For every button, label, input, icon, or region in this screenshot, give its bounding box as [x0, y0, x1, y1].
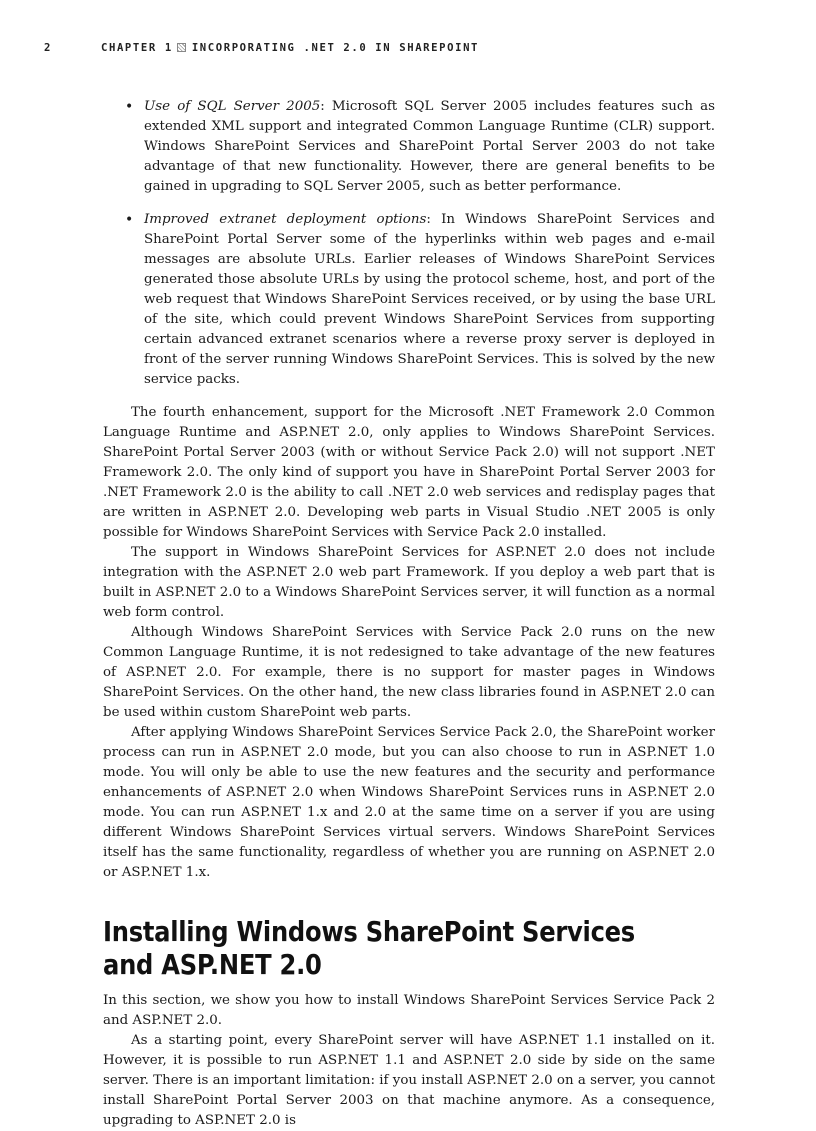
list-item-lead: Use of SQL Server 2005: [144, 99, 321, 114]
list-item-lead: Improved extranet deployment options: [144, 212, 427, 227]
feature-bullet-list: [103, 97, 715, 390]
section-heading: [103, 916, 701, 982]
bullet-icon: •: [125, 99, 134, 115]
body-paragraph: As a starting point, every SharePoint server will have ASP.NET 1.1 installed on it. However, it is possible to run ASP.NET 1.1 and ASP.NET 2.0 side by side on the same server. There is an important limitation: if you install ASP.NET 2.0 on a server, you cannot install SharePoint Portal Server 2003 on that machine anymore. As a consequence, upgrading to ASP.NET 2.0 is: [103, 1033, 715, 1128]
body-paragraph: The support in Windows SharePoint Services for ASP.NET 2.0 does not include integration with the ASP.NET 2.0 web part Framework. If you deploy a web part that is built in ASP.NET 2.0 to a Windows SharePoint Services server, it will function as a normal web form control.: [103, 545, 715, 620]
body-paragraph: The fourth enhancement, support for the Microsoft .NET Framework 2.0 Common Language Runtime and ASP.NET 2.0, only applies to Windows SharePoint Services. SharePoint Portal Server 2003 (with or without Service Pack 2.0) will not support .NET Framework 2.0. The only kind of support you have in SharePoint Portal Server 2003 for .NET Framework 2.0 is the ability to call .NET 2.0 web services and redisplay pages that are written in ASP.NET 2.0. Developing web parts in Visual Studio .NET 2005 is only possible for Windows SharePoint Services with Service Pack 2.0 installed.: [103, 405, 715, 540]
chapter-number: CHAPTER 1: [101, 42, 173, 54]
list-item: [103, 210, 715, 390]
running-head: [44, 42, 744, 58]
chapter-title: INCORPORATING .NET 2.0 IN SHAREPOINT: [191, 42, 480, 54]
body-paragraph: After applying Windows SharePoint Services Service Pack 2.0, the SharePoint worker process can run in ASP.NET 2.0 mode, but you can also choose to run in ASP.NET 1.0 mode. You will only be able to use the new features and the security and performance enhancements of ASP.NET 2.0 when Windows SharePoint Services runs in ASP.NET 2.0 mode. You can run ASP.NET 1.x and 2.0 at the same time on a server if you are using different Windows SharePoint Services virtual servers. Windows SharePoint Services itself has the same functionality, regardless of whether you are running on ASP.NET 2.0 or ASP.NET 1.x.: [103, 725, 715, 880]
page-number: 2: [44, 42, 52, 54]
list-item: [103, 97, 715, 197]
list-item-text: : In Windows SharePoint Services and SharePoint Portal Server some of the hyperlinks within web pages and e-mail messages are absolute URLs. Earlier releases of Windows SharePoint Services generated those absolute URLs by using the protocol scheme, host, and port of the web request that Windows SharePoint Services received, or by using the base URL of the site, which could prevent Windows SharePoint Services from supporting certain advanced extranet scenarios where a reverse proxy server is deployed in front of the server running Windows SharePoint Services. This is solved by the new service packs.: [144, 212, 715, 387]
chapter-label: [101, 42, 479, 54]
section-heading-line-2: and ASP.NET 2.0: [103, 949, 322, 981]
separator-square-icon: [177, 43, 186, 52]
bullet-icon: •: [125, 212, 134, 228]
list-item-text: : Microsoft SQL Server 2005 includes features such as extended XML support and integrated Common Language Runtime (CLR) support. Windows SharePoint Services and SharePoint Portal Server 2003 do not take advantage of that new functionality. However, there are general benefits to be gained in upgrading to SQL Server 2005, such as better performance.: [144, 99, 715, 194]
page-body: [103, 97, 715, 1131]
body-paragraph: Although Windows SharePoint Services with Service Pack 2.0 runs on the new Common Language Runtime, it is not redesigned to take advantage of the new features of ASP.NET 2.0. For example, there is no support for master pages in Windows SharePoint Services. On the other hand, the new class libraries found in ASP.NET 2.0 can be used within custom SharePoint web parts.: [103, 625, 715, 720]
section-heading-line-1: Installing Windows SharePoint Services: [103, 916, 635, 948]
section-intro: In this section, we show you how to install Windows SharePoint Services Service Pack 2 and ASP.NET 2.0.: [103, 993, 715, 1028]
